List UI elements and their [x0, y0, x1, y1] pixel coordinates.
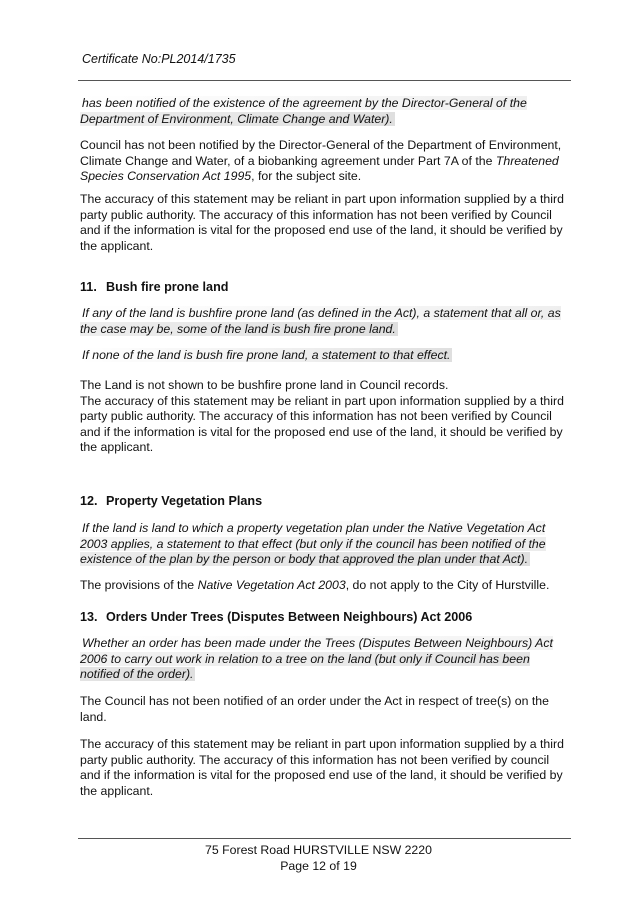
section-13-disclaimer: The accuracy of this statement may be reliant in part upon information supplied by a third party public authority. The accuracy of this information has not been verified by council and if the information is vital for the proposed end use of the land, it should be verified by the applicant.	[80, 737, 564, 798]
header-divider	[78, 80, 571, 81]
section-10-disclaimer: The accuracy of this statement may be reliant in part upon information supplied by a third party public authority. The accuracy of this information has not been verified by Council and if the information is vital for the proposed end use of the land, it should be verified by the applicant.	[80, 192, 564, 253]
section-11-heading: 11. Bush fire prone land	[80, 280, 229, 294]
section-11-question-1: If any of the land is bushfire prone land (as defined in the Act), a statement that all or, as the case may be, some of the land is bush fire prone land.	[80, 306, 561, 336]
certificate-number: Certificate No:PL2014/1735	[82, 52, 236, 66]
section-13-question: Whether an order has been made under the Trees (Disputes Between Neighbours) Act 2006 to carry out work in relation to a tree on the land (but only if Council has been notified of the order).	[80, 636, 553, 682]
section-11-disclaimer: The accuracy of this statement may be reliant in part upon information supplied by a third party public authority. The accuracy of this information has not been verified by Council and if the information is vital for the proposed end use of the land, it should be verified by the applicant.	[80, 393, 564, 455]
footer-divider	[78, 838, 571, 839]
section-11-question-2: If none of the land is bush fire prone land, a statement to that effect.	[82, 348, 451, 362]
section-10-question: has been notified of the existence of the agreement by the Director-General of the Department of Environment, Climate Change and Water).	[80, 96, 527, 126]
section-12-question: If the land is land to which a property vegetation plan under the Native Vegetation Act 2003 applies, a statement to that effect (but only if the council has been notified of the existence of the plan by the person or body that approved the plan under that Act).	[80, 521, 546, 567]
section-12-heading: 12. Property Vegetation Plans	[80, 494, 263, 508]
section-11-answer: The Land is not shown to be bushfire prone land in Council records. The accuracy of this statement may be reliant in part upon information supplied by a third party public authority. The accuracy of this information has not been verified by Council and if the information is vital for the proposed end use of the land, it should be verified by the applicant.	[80, 378, 568, 456]
footer-address: 75 Forest Road HURSTVILLE NSW 2220	[205, 843, 432, 857]
section-10-answer: Council has not been notified by the Director-General of the Department of Environment, Climate Change and Water, of a biobanking agreement under Part 7A of the Threatened Species Conservation Act 1995, for the subject site.	[80, 138, 562, 184]
section-12-answer: The provisions of the Native Vegetation Act 2003, do not apply to the City of Hurstville.	[80, 578, 550, 592]
section-13-answer: The Council has not been notified of an order under the Act in respect of tree(s) on the land.	[80, 694, 549, 724]
page-number: Page 12 of 19	[280, 859, 357, 873]
section-13-heading: 13. Orders Under Trees (Disputes Between Neighbours) Act 2006	[80, 610, 473, 624]
